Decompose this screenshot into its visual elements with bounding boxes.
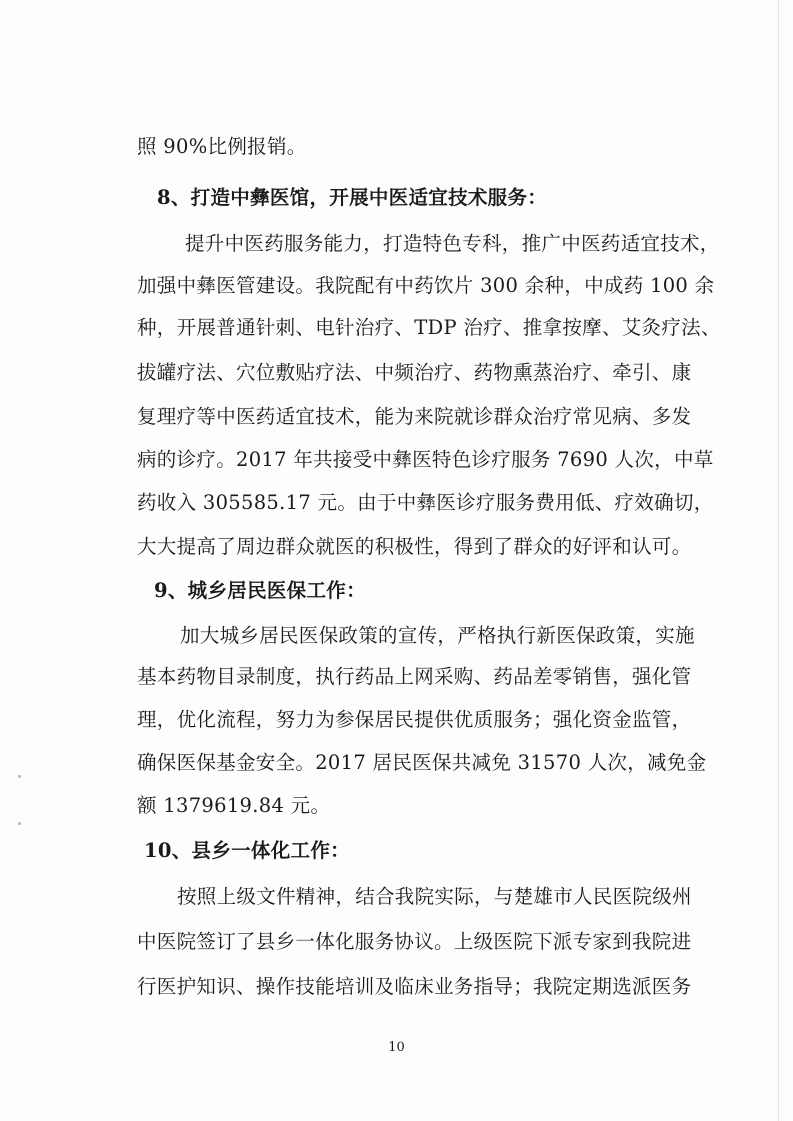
- body-line: 加强中彝医管建设。我院配有中药饮片 300 余种，中成药 100 余: [137, 274, 715, 297]
- body-line: 种，开展普通针刺、电针治疗、TDP 治疗、推拿按摩、艾灸疗法、: [137, 316, 721, 339]
- section-heading: 10、县乡一体化工作：: [144, 839, 350, 862]
- section-heading: 9、城乡居民医保工作：: [154, 579, 366, 602]
- scan-edge: [778, 0, 779, 1121]
- body-line: 拔罐疗法、穴位敷贴疗法、中频治疗、药物熏蒸治疗、牵引、康: [137, 361, 692, 384]
- body-line: 额 1379619.84 元。: [137, 794, 331, 817]
- scan-mark: [18, 822, 21, 825]
- paragraph-first-line: 按照上级文件精神，结合我院实际，与楚雄市人民医院级州: [177, 885, 692, 908]
- body-line: 基本药物目录制度，执行药品上网采购、药品差零销售，强化管: [137, 665, 692, 688]
- body-line: 复理疗等中医药适宜技术，能为来院就诊群众治疗常见病、多发: [137, 405, 692, 428]
- body-line: 照 90%比例报销。: [137, 135, 307, 158]
- body-line: 行医护知识、操作技能培训及临床业务指导；我院定期选派医务: [137, 975, 692, 998]
- body-line: 中医院签订了县乡一体化服务协议。上级医院下派专家到我院进: [137, 930, 692, 953]
- body-line: 理，优化流程，努力为参保居民提供优质服务；强化资金监管，: [137, 708, 692, 731]
- paragraph-first-line: 加大城乡居民医保政策的宣传，严格执行新医保政策，实施: [180, 624, 695, 647]
- body-line: 确保医保基金安全。2017 居民医保共减免 31570 人次，减免金: [137, 751, 707, 774]
- paragraph-first-line: 提升中医药服务能力，打造特色专科，推广中医药适宜技术，: [185, 232, 720, 255]
- body-line: 药收入 305585.17 元。由于中彝医诊疗服务费用低、疗效确切，: [137, 491, 714, 514]
- page-number: 10: [388, 1040, 405, 1055]
- scan-mark: [18, 775, 21, 778]
- section-heading: 8、打造中彝医馆，开展中医适宜技术服务：: [157, 186, 548, 209]
- body-line: 病的诊疗。2017 年共接受中彝医特色诊疗服务 7690 人次，中草: [137, 448, 714, 471]
- body-line: 大大提高了周边群众就医的积极性，得到了群众的好评和认可。: [137, 535, 692, 558]
